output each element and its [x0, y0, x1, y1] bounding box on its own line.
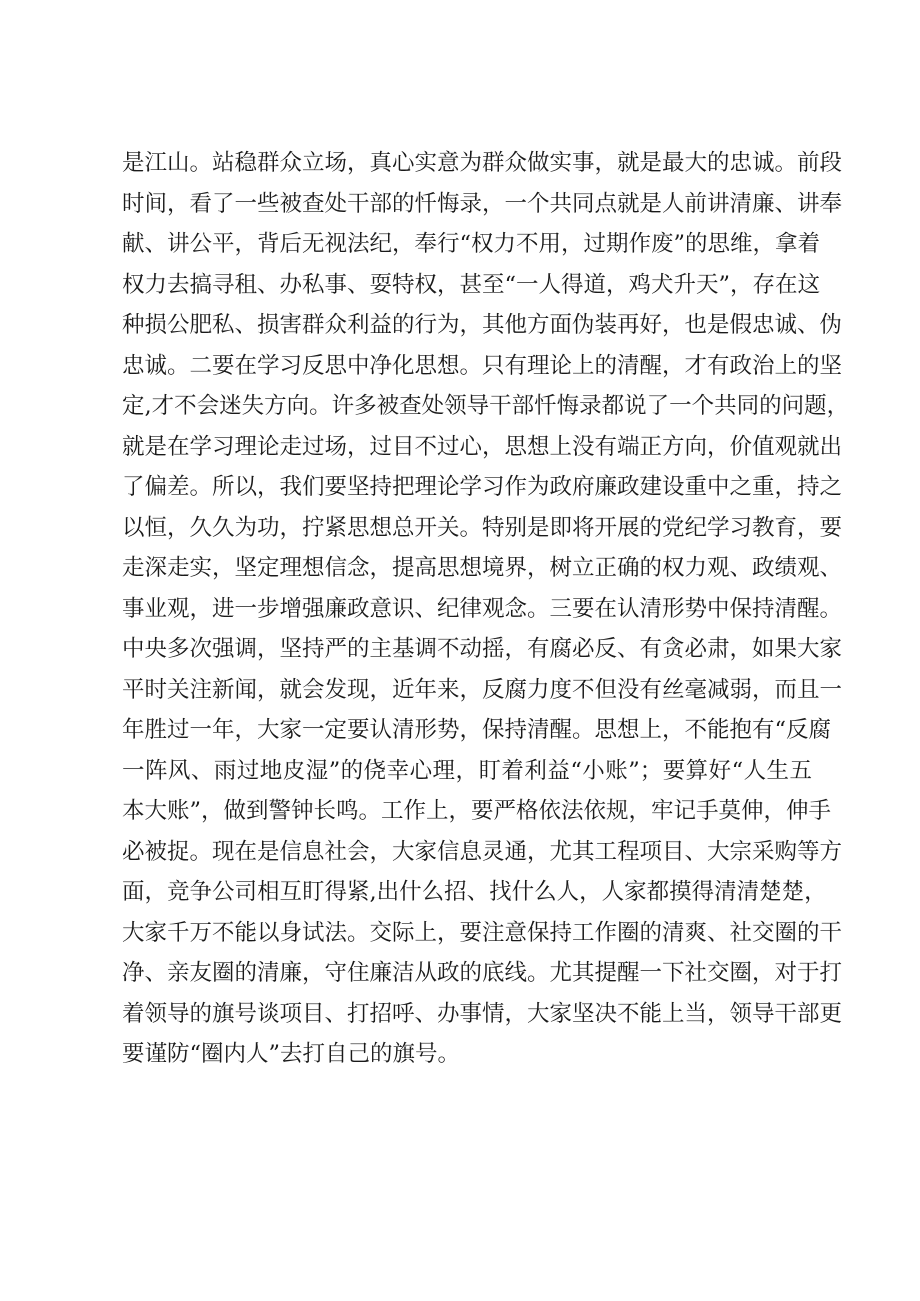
- text-line: 面，竞争公司相互盯得紧,出什么招、找什么人，人家都摸得清清楚楚，: [122, 879, 827, 905]
- text-line: 以恒，久久为功，拧紧思想总开关。特别是即将开展的党纪学习教育，要: [122, 514, 843, 541]
- text-line: 一阵风、雨过地皮湿”的侥幸心理，盯着利益“小账”；要算好“人生五: [122, 757, 812, 784]
- body-paragraph: [122, 143, 850, 1075]
- text-line: 本大账”，做到警钟长鸣。工作上，要严格依法依规，牢记手莫伸，伸手: [122, 798, 832, 824]
- text-line: 定,才不会迷失方向。许多被查处领导干部忏悔录都说了一个共同的问题，: [122, 393, 850, 419]
- text-line: 事业观，进一步增强廉政意识、纪律观念。三要在认清形势中保持清醒。: [122, 595, 843, 622]
- text-line: 走深走实，坚定理想信念，提高思想境界，树立正确的权力观、政绩观、: [122, 555, 843, 581]
- text-line: 种损公肥私、损害群众利益的行为，其他方面伪装再好，也是假忠诚、伪: [122, 312, 843, 338]
- text-line: 献、讲公平，背后无视法纪，奉行“权力不用，过期作废”的思维，拿着: [122, 231, 821, 257]
- text-line: 中央多次强调，坚持严的主基调不动摇，有腐必反、有贪必肃，如果大家: [122, 636, 843, 662]
- text-line: 大家千万不能以身试法。交际上，要注意保持工作圈的清爽、社交圈的干: [122, 919, 843, 946]
- text-line: 必被捉。现在是信息社会，大家信息灵通，尤其工程项目、大宗采购等方: [122, 838, 843, 865]
- text-line: 是江山。站稳群众立场，真心实意为群众做实事，就是最大的忠诚。前段: [122, 150, 843, 176]
- text-line-last: 要谨防“圈内人”去打自己的旗号。: [122, 1041, 461, 1067]
- text-line: 权力去搞寻租、办私事、耍特权，甚至“一人得道，鸡犬升天”，存在这: [122, 271, 821, 298]
- text-line: 着领导的旗号谈项目、打招呼、办事情，大家坚决不能上当，领导干部更: [122, 1000, 843, 1027]
- text-line: 就是在学习理论走过场，过目不过心，思想上没有端正方向，价值观就出: [122, 433, 843, 460]
- text-line: 时间，看了一些被查处干部的忏悔录，一个共同点就是人前讲清廉、讲奉: [122, 190, 843, 217]
- text-line: 了偏差。所以，我们要坚持把理论学习作为政府廉政建设重中之重，持之: [122, 474, 843, 500]
- text-line: 忠诚。二要在学习反思中净化思想。只有理论上的清醒，才有政治上的坚: [122, 352, 843, 379]
- text-line: 年胜过一年，大家一定要认清形势，保持清醒。思想上，不能抱有“反腐: [122, 717, 832, 743]
- text-line: 净、亲友圈的清廉，守住廉洁从政的底线。尤其提醒一下社交圈，对于打: [122, 960, 843, 986]
- text-line: 平时关注新闻，就会发现，近年来，反腐力度不但没有丝毫减弱，而且一: [122, 676, 843, 703]
